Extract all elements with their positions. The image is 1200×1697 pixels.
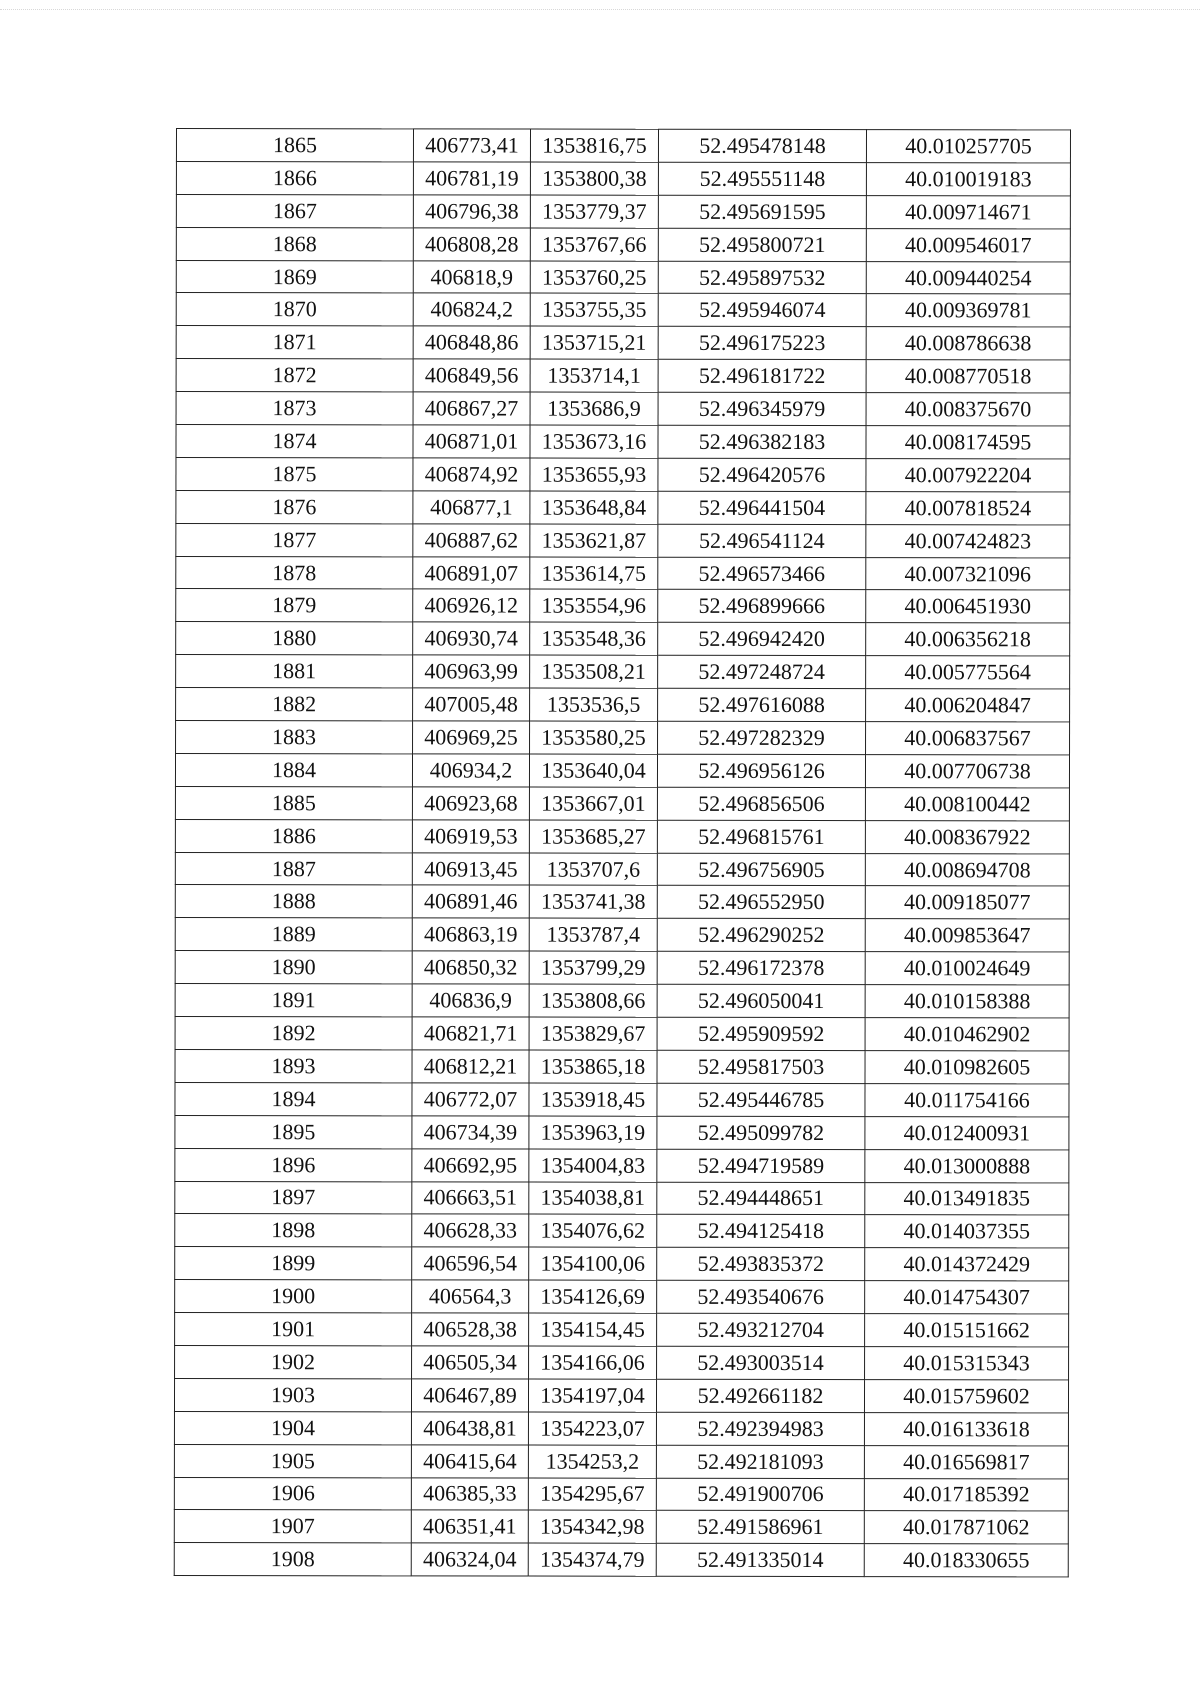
cell-point-number: 1903: [174, 1378, 411, 1411]
cell-longitude: 40.017185392: [864, 1478, 1068, 1511]
cell-point-number: 1882: [176, 688, 413, 721]
table-row: [175, 819, 1069, 853]
table-row: [175, 1181, 1069, 1215]
cell-latitude: 52.496573466: [658, 557, 866, 590]
cell-latitude: 52.491335014: [656, 1544, 864, 1577]
cell-latitude: 52.494448651: [657, 1182, 865, 1215]
cell-point-number: 1878: [176, 556, 413, 589]
cell-y: 1353779,37: [530, 195, 658, 228]
cell-longitude: 40.006204847: [866, 689, 1070, 722]
cell-longitude: 40.007818524: [866, 491, 1070, 524]
cell-y: 1353648,84: [530, 491, 658, 524]
table-row: [175, 885, 1069, 919]
cell-x: 406887,62: [413, 524, 530, 557]
table-row: [176, 194, 1070, 228]
cell-latitude: 52.496956126: [657, 754, 865, 787]
cell-point-number: 1884: [175, 753, 412, 786]
cell-latitude: 52.496815761: [657, 820, 865, 853]
table-row: [175, 1049, 1069, 1083]
cell-y: 1354154,45: [529, 1313, 657, 1346]
cell-x: 407005,48: [413, 688, 530, 721]
cell-latitude: 52.496175223: [658, 327, 866, 360]
table-row: [176, 457, 1070, 491]
cell-x: 406781,19: [413, 162, 530, 195]
cell-latitude: 52.496345979: [658, 392, 866, 425]
cell-longitude: 40.007706738: [865, 755, 1069, 788]
cell-point-number: 1902: [175, 1345, 412, 1378]
table-row: [175, 1345, 1069, 1379]
table-row: [175, 1313, 1069, 1347]
cell-point-number: 1891: [175, 984, 412, 1017]
table-row: [176, 359, 1070, 393]
cell-y: 1354038,81: [529, 1182, 657, 1215]
cell-point-number: 1889: [175, 918, 412, 951]
cell-point-number: 1892: [175, 1017, 412, 1050]
table-row: [175, 786, 1069, 820]
cell-y: 1353536,5: [530, 688, 658, 721]
cell-x: 406850,32: [412, 951, 529, 984]
cell-y: 1354374,79: [528, 1543, 656, 1576]
cell-longitude: 40.018330655: [864, 1544, 1068, 1577]
cell-y: 1353715,21: [530, 326, 658, 359]
table-row: [175, 1082, 1069, 1116]
cell-x: 406467,89: [411, 1379, 528, 1412]
table-row: [175, 1115, 1069, 1149]
cell-y: 1353621,87: [530, 524, 658, 557]
cell-y: 1353673,16: [530, 425, 658, 458]
table-row: [176, 260, 1070, 294]
cell-longitude: 40.008694708: [865, 853, 1069, 886]
cell-longitude: 40.010158388: [865, 985, 1069, 1018]
cell-y: 1353685,27: [529, 820, 657, 853]
cell-y: 1353816,75: [530, 129, 658, 162]
cell-x: 406849,56: [413, 359, 530, 392]
cell-point-number: 1879: [176, 589, 413, 622]
cell-point-number: 1904: [174, 1411, 411, 1444]
cell-y: 1354004,83: [529, 1149, 657, 1182]
cell-longitude: 40.017871062: [864, 1511, 1068, 1544]
cell-y: 1353787,4: [529, 918, 657, 951]
cell-longitude: 40.008375670: [866, 393, 1070, 426]
cell-point-number: 1873: [176, 392, 413, 425]
cell-longitude: 40.010019183: [866, 162, 1070, 195]
cell-latitude: 52.495817503: [657, 1050, 865, 1083]
cell-point-number: 1885: [175, 786, 412, 819]
cell-x: 406848,86: [413, 326, 530, 359]
cell-latitude: 52.493835372: [657, 1248, 865, 1281]
table-row: [175, 1247, 1069, 1281]
cell-x: 406773,41: [413, 129, 530, 162]
cell-latitude: 52.496899666: [658, 590, 866, 623]
cell-longitude: 40.006451930: [866, 590, 1070, 623]
table-row: [176, 655, 1070, 689]
table-row: [176, 392, 1070, 426]
cell-x: 406871,01: [413, 425, 530, 458]
cell-y: 1353755,35: [530, 294, 658, 327]
cell-longitude: 40.010462902: [865, 1018, 1069, 1051]
cell-longitude: 40.009714671: [866, 195, 1070, 228]
cell-latitude: 52.491900706: [656, 1478, 864, 1511]
cell-y: 1353707,6: [529, 853, 657, 886]
cell-y: 1353714,1: [530, 359, 658, 392]
cell-x: 406596,54: [412, 1247, 529, 1280]
cell-y: 1353918,45: [529, 1083, 657, 1116]
cell-point-number: 1907: [174, 1510, 411, 1543]
cell-latitude: 52.493540676: [657, 1280, 865, 1313]
cell-point-number: 1895: [175, 1115, 412, 1148]
cell-x: 406930,74: [413, 622, 530, 655]
cell-longitude: 40.014754307: [865, 1281, 1069, 1314]
cell-longitude: 40.009440254: [866, 261, 1070, 294]
cell-point-number: 1905: [174, 1444, 411, 1477]
cell-point-number: 1877: [176, 523, 413, 556]
cell-longitude: 40.016569817: [864, 1445, 1068, 1478]
cell-y: 1354295,67: [528, 1478, 656, 1511]
cell-latitude: 52.497248724: [658, 656, 866, 689]
cell-x: 406734,39: [412, 1116, 529, 1149]
cell-x: 406628,33: [412, 1214, 529, 1247]
cell-point-number: 1883: [176, 721, 413, 754]
cell-longitude: 40.012400931: [865, 1116, 1069, 1149]
cell-latitude: 52.495909592: [657, 1017, 865, 1050]
cell-latitude: 52.496856506: [657, 787, 865, 820]
table-row: [176, 556, 1070, 590]
cell-longitude: 40.006356218: [866, 623, 1070, 656]
cell-point-number: 1900: [175, 1280, 412, 1313]
cell-y: 1354223,07: [528, 1412, 656, 1445]
cell-longitude: 40.007922204: [866, 458, 1070, 491]
table-row: [176, 589, 1070, 623]
table-row: [176, 622, 1070, 656]
table-row: [175, 1280, 1069, 1314]
cell-latitude: 52.492661182: [656, 1379, 864, 1412]
cell-point-number: 1898: [175, 1214, 412, 1247]
cell-point-number: 1881: [176, 655, 413, 688]
table-row: [175, 1214, 1069, 1248]
cell-point-number: 1901: [175, 1313, 412, 1346]
cell-x: 406663,51: [412, 1181, 529, 1214]
cell-x: 406919,53: [412, 820, 529, 853]
cell-x: 406934,2: [412, 754, 529, 787]
cell-x: 406385,33: [411, 1477, 528, 1510]
cell-y: 1354197,04: [528, 1379, 656, 1412]
cell-latitude: 52.495800721: [658, 228, 866, 261]
cell-x: 406438,81: [411, 1412, 528, 1445]
cell-x: 406824,2: [413, 293, 530, 326]
table-row: [176, 326, 1070, 360]
cell-longitude: 40.013000888: [865, 1149, 1069, 1182]
cell-y: 1353767,66: [530, 228, 658, 261]
cell-y: 1354342,98: [528, 1510, 656, 1543]
cell-point-number: 1867: [176, 194, 413, 227]
cell-point-number: 1894: [175, 1082, 412, 1115]
cell-y: 1353548,36: [530, 622, 658, 655]
cell-latitude: 52.495099782: [657, 1116, 865, 1149]
cell-latitude: 52.494125418: [657, 1215, 865, 1248]
cell-point-number: 1874: [176, 425, 413, 458]
cell-longitude: 40.011754166: [865, 1083, 1069, 1116]
table-row: [176, 129, 1070, 163]
cell-latitude: 52.496172378: [657, 952, 865, 985]
cell-x: 406877,1: [413, 491, 530, 524]
cell-point-number: 1886: [175, 819, 412, 852]
cell-latitude: 52.496756905: [657, 853, 865, 886]
cell-point-number: 1888: [175, 885, 412, 918]
table-row: [176, 425, 1070, 459]
cell-longitude: 40.007321096: [866, 557, 1070, 590]
cell-latitude: 52.496420576: [658, 458, 866, 491]
cell-y: 1353508,21: [530, 655, 658, 688]
cell-longitude: 40.008786638: [866, 327, 1070, 360]
cell-longitude: 40.005775564: [866, 656, 1070, 689]
cell-latitude: 52.496050041: [657, 984, 865, 1017]
cell-y: 1353963,19: [529, 1116, 657, 1149]
cell-point-number: 1869: [176, 260, 413, 293]
cell-x: 406874,92: [413, 458, 530, 491]
cell-latitude: 52.495478148: [658, 129, 866, 162]
cell-point-number: 1890: [175, 951, 412, 984]
cell-latitude: 52.497616088: [658, 688, 866, 721]
cell-longitude: 40.008100442: [865, 787, 1069, 820]
cell-longitude: 40.015759602: [864, 1379, 1068, 1412]
cell-longitude: 40.008174595: [866, 426, 1070, 459]
cell-y: 1353667,01: [529, 787, 657, 820]
cell-point-number: 1876: [176, 490, 413, 523]
cell-point-number: 1866: [176, 161, 413, 194]
cell-longitude: 40.009369781: [866, 294, 1070, 327]
cell-point-number: 1868: [176, 227, 413, 260]
cell-point-number: 1875: [176, 457, 413, 490]
coordinates-table-body: [174, 129, 1070, 1578]
cell-latitude: 52.496942420: [658, 623, 866, 656]
cell-y: 1354253,2: [528, 1445, 656, 1478]
cell-longitude: 40.008770518: [866, 360, 1070, 393]
cell-x: 406692,95: [412, 1148, 529, 1181]
cell-point-number: 1899: [175, 1247, 412, 1280]
cell-y: 1353640,04: [529, 754, 657, 787]
cell-longitude: 40.010024649: [865, 952, 1069, 985]
table-row: [175, 918, 1069, 952]
cell-x: 406796,38: [413, 195, 530, 228]
cell-latitude: 52.492181093: [656, 1445, 864, 1478]
cell-point-number: 1880: [176, 622, 413, 655]
cell-x: 406812,21: [412, 1050, 529, 1083]
cell-x: 406913,45: [412, 852, 529, 885]
cell-y: 1354166,06: [529, 1346, 657, 1379]
cell-longitude: 40.008367922: [865, 820, 1069, 853]
cell-latitude: 52.493212704: [657, 1313, 865, 1346]
cell-longitude: 40.015315343: [865, 1347, 1069, 1380]
cell-x: 406324,04: [411, 1543, 528, 1576]
cell-x: 406505,34: [412, 1346, 529, 1379]
cell-latitude: 52.493003514: [657, 1346, 865, 1379]
cell-latitude: 52.495551148: [658, 162, 866, 195]
cell-longitude: 40.007424823: [866, 524, 1070, 557]
cell-y: 1353800,38: [530, 162, 658, 195]
cell-x: 406963,99: [413, 655, 530, 688]
table-row: [174, 1510, 1068, 1544]
cell-point-number: 1893: [175, 1049, 412, 1082]
cell-x: 406891,46: [412, 885, 529, 918]
cell-point-number: 1887: [175, 852, 412, 885]
cell-y: 1353580,25: [530, 721, 658, 754]
table-row: [176, 523, 1070, 557]
cell-x: 406415,64: [411, 1444, 528, 1477]
cell-latitude: 52.497282329: [658, 721, 866, 754]
cell-latitude: 52.495446785: [657, 1083, 865, 1116]
cell-y: 1353554,96: [530, 590, 658, 623]
cell-x: 406564,3: [412, 1280, 529, 1313]
table-row: [175, 1017, 1069, 1051]
cell-longitude: 40.009185077: [865, 886, 1069, 919]
table-row: [176, 490, 1070, 524]
cell-latitude: 52.492394983: [656, 1412, 864, 1445]
cell-point-number: 1865: [176, 129, 413, 162]
cell-longitude: 40.010257705: [866, 130, 1070, 163]
cell-x: 406351,41: [411, 1510, 528, 1543]
cell-point-number: 1872: [176, 359, 413, 392]
table-row: [175, 951, 1069, 985]
cell-x: 406923,68: [412, 787, 529, 820]
cell-y: 1353614,75: [530, 557, 658, 590]
cell-point-number: 1870: [176, 293, 413, 326]
cell-longitude: 40.010982605: [865, 1051, 1069, 1084]
cell-longitude: 40.015151662: [865, 1314, 1069, 1347]
cell-longitude: 40.009853647: [865, 919, 1069, 952]
cell-point-number: 1908: [174, 1543, 411, 1576]
scan-edge-line: [0, 9, 1200, 10]
cell-point-number: 1897: [175, 1181, 412, 1214]
cell-latitude: 52.496552950: [657, 886, 865, 919]
cell-x: 406867,27: [413, 392, 530, 425]
cell-y: 1354100,06: [529, 1247, 657, 1280]
cell-latitude: 52.495946074: [658, 294, 866, 327]
table-row: [176, 293, 1070, 327]
cell-x: 406969,25: [413, 721, 530, 754]
table-row: [174, 1543, 1068, 1577]
table-row: [174, 1378, 1068, 1412]
cell-latitude: 52.496181722: [658, 359, 866, 392]
cell-latitude: 52.496441504: [658, 491, 866, 524]
cell-x: 406808,28: [413, 228, 530, 261]
cell-point-number: 1896: [175, 1148, 412, 1181]
table-row: [174, 1477, 1068, 1511]
coordinates-table: [174, 128, 1071, 1578]
cell-x: 406891,07: [413, 556, 530, 589]
cell-latitude: 52.495897532: [658, 261, 866, 294]
cell-y: 1353655,93: [530, 458, 658, 491]
table-row: [176, 227, 1070, 261]
table-row: [176, 161, 1070, 195]
cell-y: 1353808,66: [529, 984, 657, 1017]
table-row: [175, 852, 1069, 886]
table-row: [174, 1444, 1068, 1478]
cell-latitude: 52.496382183: [658, 425, 866, 458]
table-row: [175, 753, 1069, 787]
cell-latitude: 52.495691595: [658, 195, 866, 228]
cell-point-number: 1906: [174, 1477, 411, 1510]
cell-x: 406821,71: [412, 1017, 529, 1050]
cell-y: 1353829,67: [529, 1017, 657, 1050]
cell-x: 406926,12: [413, 589, 530, 622]
table-row: [176, 688, 1070, 722]
cell-x: 406836,9: [412, 984, 529, 1017]
cell-longitude: 40.014372429: [865, 1248, 1069, 1281]
cell-longitude: 40.006837567: [866, 722, 1070, 755]
cell-longitude: 40.014037355: [865, 1215, 1069, 1248]
cell-x: 406772,07: [412, 1083, 529, 1116]
cell-y: 1353741,38: [529, 886, 657, 919]
cell-latitude: 52.491586961: [656, 1511, 864, 1544]
cell-y: 1353760,25: [530, 261, 658, 294]
cell-x: 406818,9: [413, 260, 530, 293]
cell-x: 406863,19: [412, 918, 529, 951]
cell-longitude: 40.013491835: [865, 1182, 1069, 1215]
cell-y: 1354076,62: [529, 1214, 657, 1247]
cell-latitude: 52.494719589: [657, 1149, 865, 1182]
table-row: [176, 721, 1070, 755]
table-row: [175, 984, 1069, 1018]
cell-longitude: 40.009546017: [866, 228, 1070, 261]
cell-y: 1353686,9: [530, 392, 658, 425]
cell-latitude: 52.496541124: [658, 524, 866, 557]
cell-longitude: 40.016133618: [864, 1412, 1068, 1445]
table-row: [175, 1148, 1069, 1182]
cell-latitude: 52.496290252: [657, 919, 865, 952]
cell-y: 1353799,29: [529, 951, 657, 984]
cell-y: 1354126,69: [529, 1280, 657, 1313]
cell-x: 406528,38: [412, 1313, 529, 1346]
cell-point-number: 1871: [176, 326, 413, 359]
table-row: [174, 1411, 1068, 1445]
cell-y: 1353865,18: [529, 1050, 657, 1083]
